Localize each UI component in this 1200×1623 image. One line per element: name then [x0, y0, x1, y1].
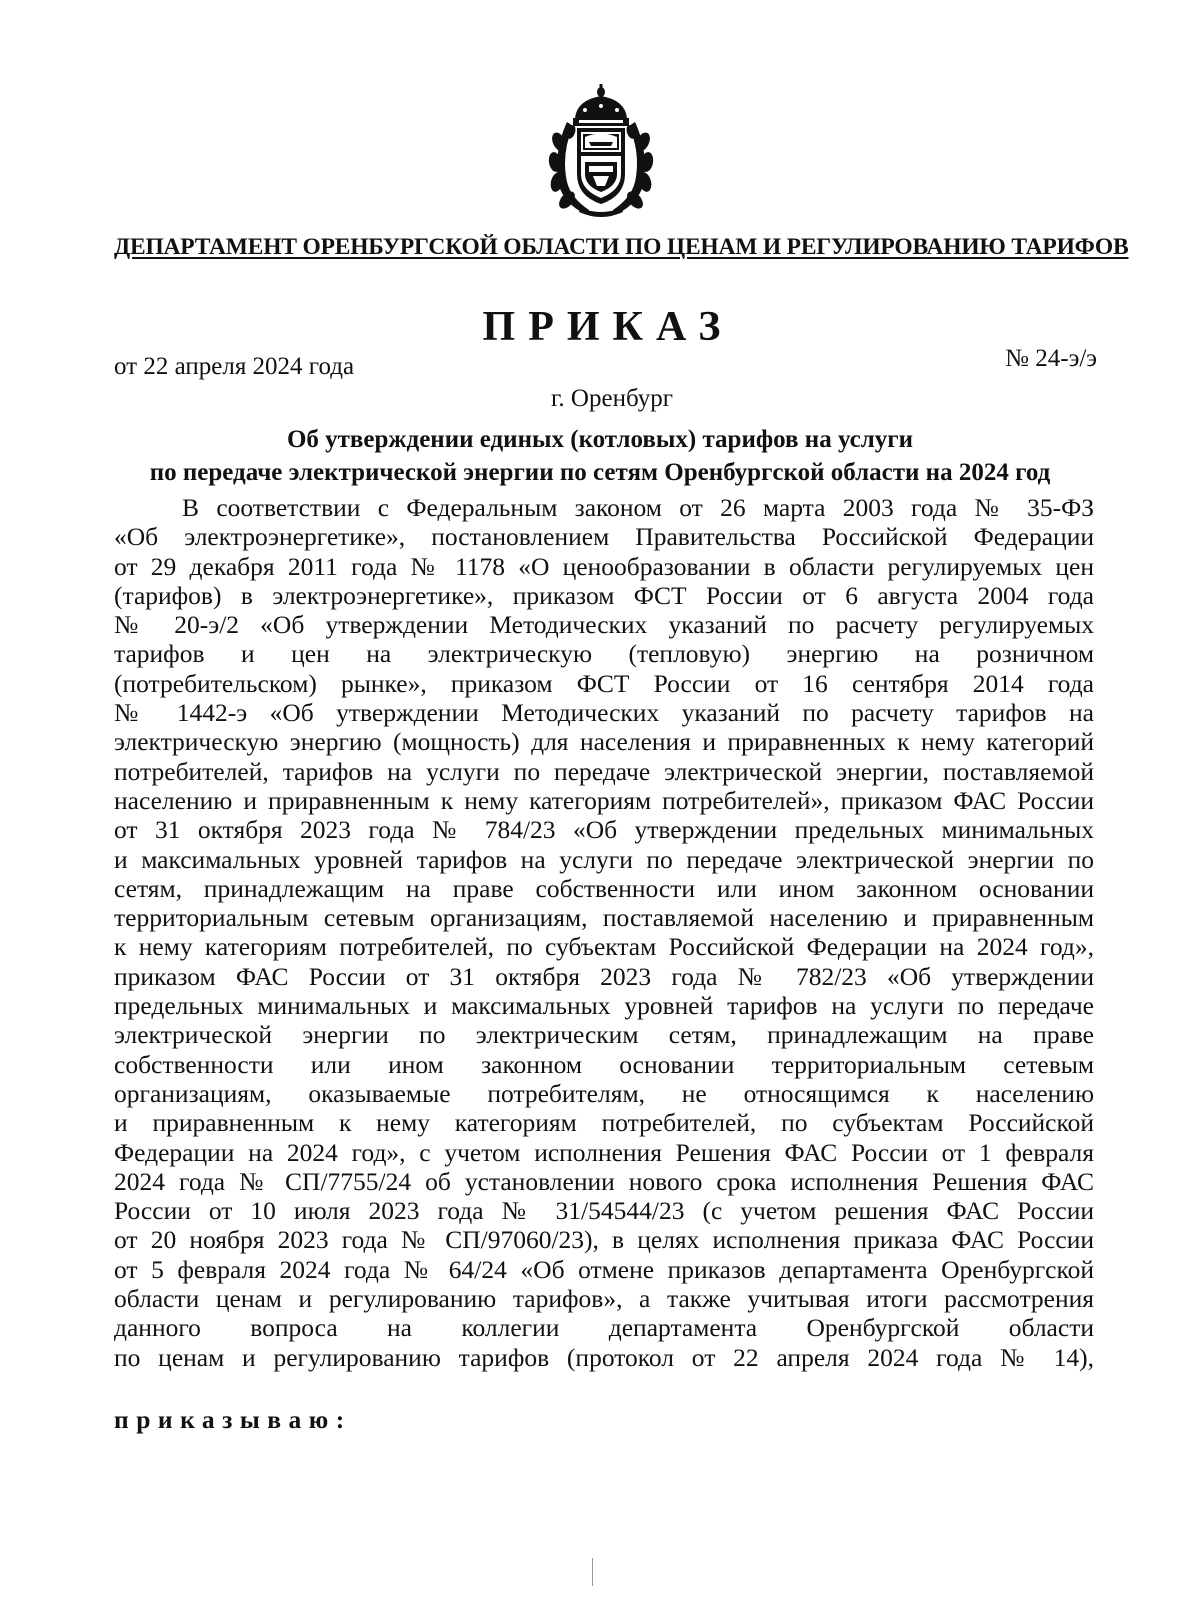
body-line: данного вопроса на коллегии департамента Оренбургской области	[114, 1313, 1094, 1343]
body-line: В соответствии с Федеральным законом от 26 марта 2003 года № 35-ФЗ	[182, 493, 1094, 522]
body-line: территориальным сетевым организациям, поставляемой населению и приравненным	[114, 903, 1094, 933]
order-word: приказываю:	[114, 1405, 352, 1434]
body-line: России от 10 июля 2023 года № 31/54544/23 (с учетом решения ФАС России	[114, 1196, 1094, 1226]
document-subject	[100, 423, 1100, 489]
document-city: г. Оренбург	[551, 385, 673, 412]
subject-line: по передаче электрической энергии по сетям Оренбургской области на 2024 год	[149, 459, 1051, 486]
body-line: организациям, оказываемые потребителям, не относящимся к населению	[114, 1078, 1094, 1108]
document-date: от 22 апреля 2024 года	[114, 353, 355, 380]
body-line: (потребительском) рынке», приказом ФСТ России от 16 сентября 2014 года	[114, 668, 1094, 698]
document-title: ПРИКАЗ	[482, 304, 734, 350]
document-number: № 24-э/э	[1005, 345, 1097, 372]
body-line: и приравненным к нему категориям потребителей, по субъектам Российской	[114, 1108, 1094, 1138]
body-line: 2024 года № СП/7755/24 об установлении нового срока исполнения Решения ФАС	[114, 1166, 1094, 1196]
body-line: населению и приравненным к нему категориям потребителей», приказом ФАС России	[114, 785, 1094, 815]
body-line: тарифов и цен на электрическую (тепловую) энергию на розничном	[114, 639, 1094, 669]
body-line: электрическую энергию (мощность) для населения и приравненных к нему категорий	[114, 727, 1094, 757]
body-line: от 31 октября 2023 года № 784/23 «Об утверждении предельных минимальных	[114, 815, 1094, 845]
body-line: от 5 февраля 2024 года № 64/24 «Об отмене приказов департамента Оренбургской	[114, 1254, 1094, 1284]
body-line: Федерации на 2024 год», с учетом исполнения Решения ФАС России от 1 февраля	[114, 1137, 1094, 1167]
body-line: к нему категориям потребителей, по субъектам Российской Федерации на 2024 год»,	[114, 932, 1094, 962]
body-line: сетям, принадлежащим на праве собственности или ином законном основании	[114, 873, 1094, 903]
body-line: от 29 декабря 2011 года № 1178 «О ценообразовании в области регулируемых цен	[114, 551, 1094, 581]
body-line: области ценам и регулированию тарифов», а также учитывая итоги рассмотрения	[114, 1284, 1094, 1314]
department-name: ДЕПАРТАМЕНТ ОРЕНБУРГСКОЙ ОБЛАСТИ ПО ЦЕНАМ И РЕГУЛИРОВАНИЮ ТАРИФОВ	[114, 234, 1129, 260]
body-line: по ценам и регулированию тарифов (протокол от 22 апреля 2024 года № 14),	[114, 1342, 1094, 1372]
subject-line: Об утверждении единых (котловых) тарифов на услуги	[286, 426, 914, 453]
body-line: приказом ФАС России от 31 октября 2023 года № 782/23 «Об утверждении	[114, 961, 1094, 991]
body-line: предельных минимальных и максимальных уровней тарифов на услуги по передаче	[114, 991, 1094, 1021]
body-line: собственности или ином законном основании территориальным сетевым	[114, 1049, 1094, 1079]
body-line: и максимальных уровней тарифов на услуги по передаче электрической энергии по	[114, 844, 1094, 874]
body-line: «Об электроэнергетике», постановлением Правительства Российской Федерации	[114, 522, 1094, 552]
body-line: от 20 ноября 2023 года № СП/97060/23), в целях исполнения приказа ФАС России	[114, 1225, 1094, 1255]
body-line: № 20-э/2 «Об утверждении Методических указаний по расчету регулируемых	[114, 610, 1094, 640]
document-body	[114, 493, 1094, 1372]
scan-speck	[592, 1558, 593, 1586]
body-line: потребителей, тарифов на услуги по передаче электрической энергии, поставляемой	[114, 756, 1094, 786]
body-line: (тарифов) в электроэнергетике», приказом ФСТ России от 6 августа 2004 года	[114, 580, 1094, 610]
body-line: электрической энергии по электрическим сетям, принадлежащим на праве	[114, 1020, 1094, 1050]
body-line: № 1442-э «Об утверждении Методических указаний по расчету тарифов на	[114, 698, 1094, 728]
coat-of-arms-icon	[545, 82, 657, 222]
